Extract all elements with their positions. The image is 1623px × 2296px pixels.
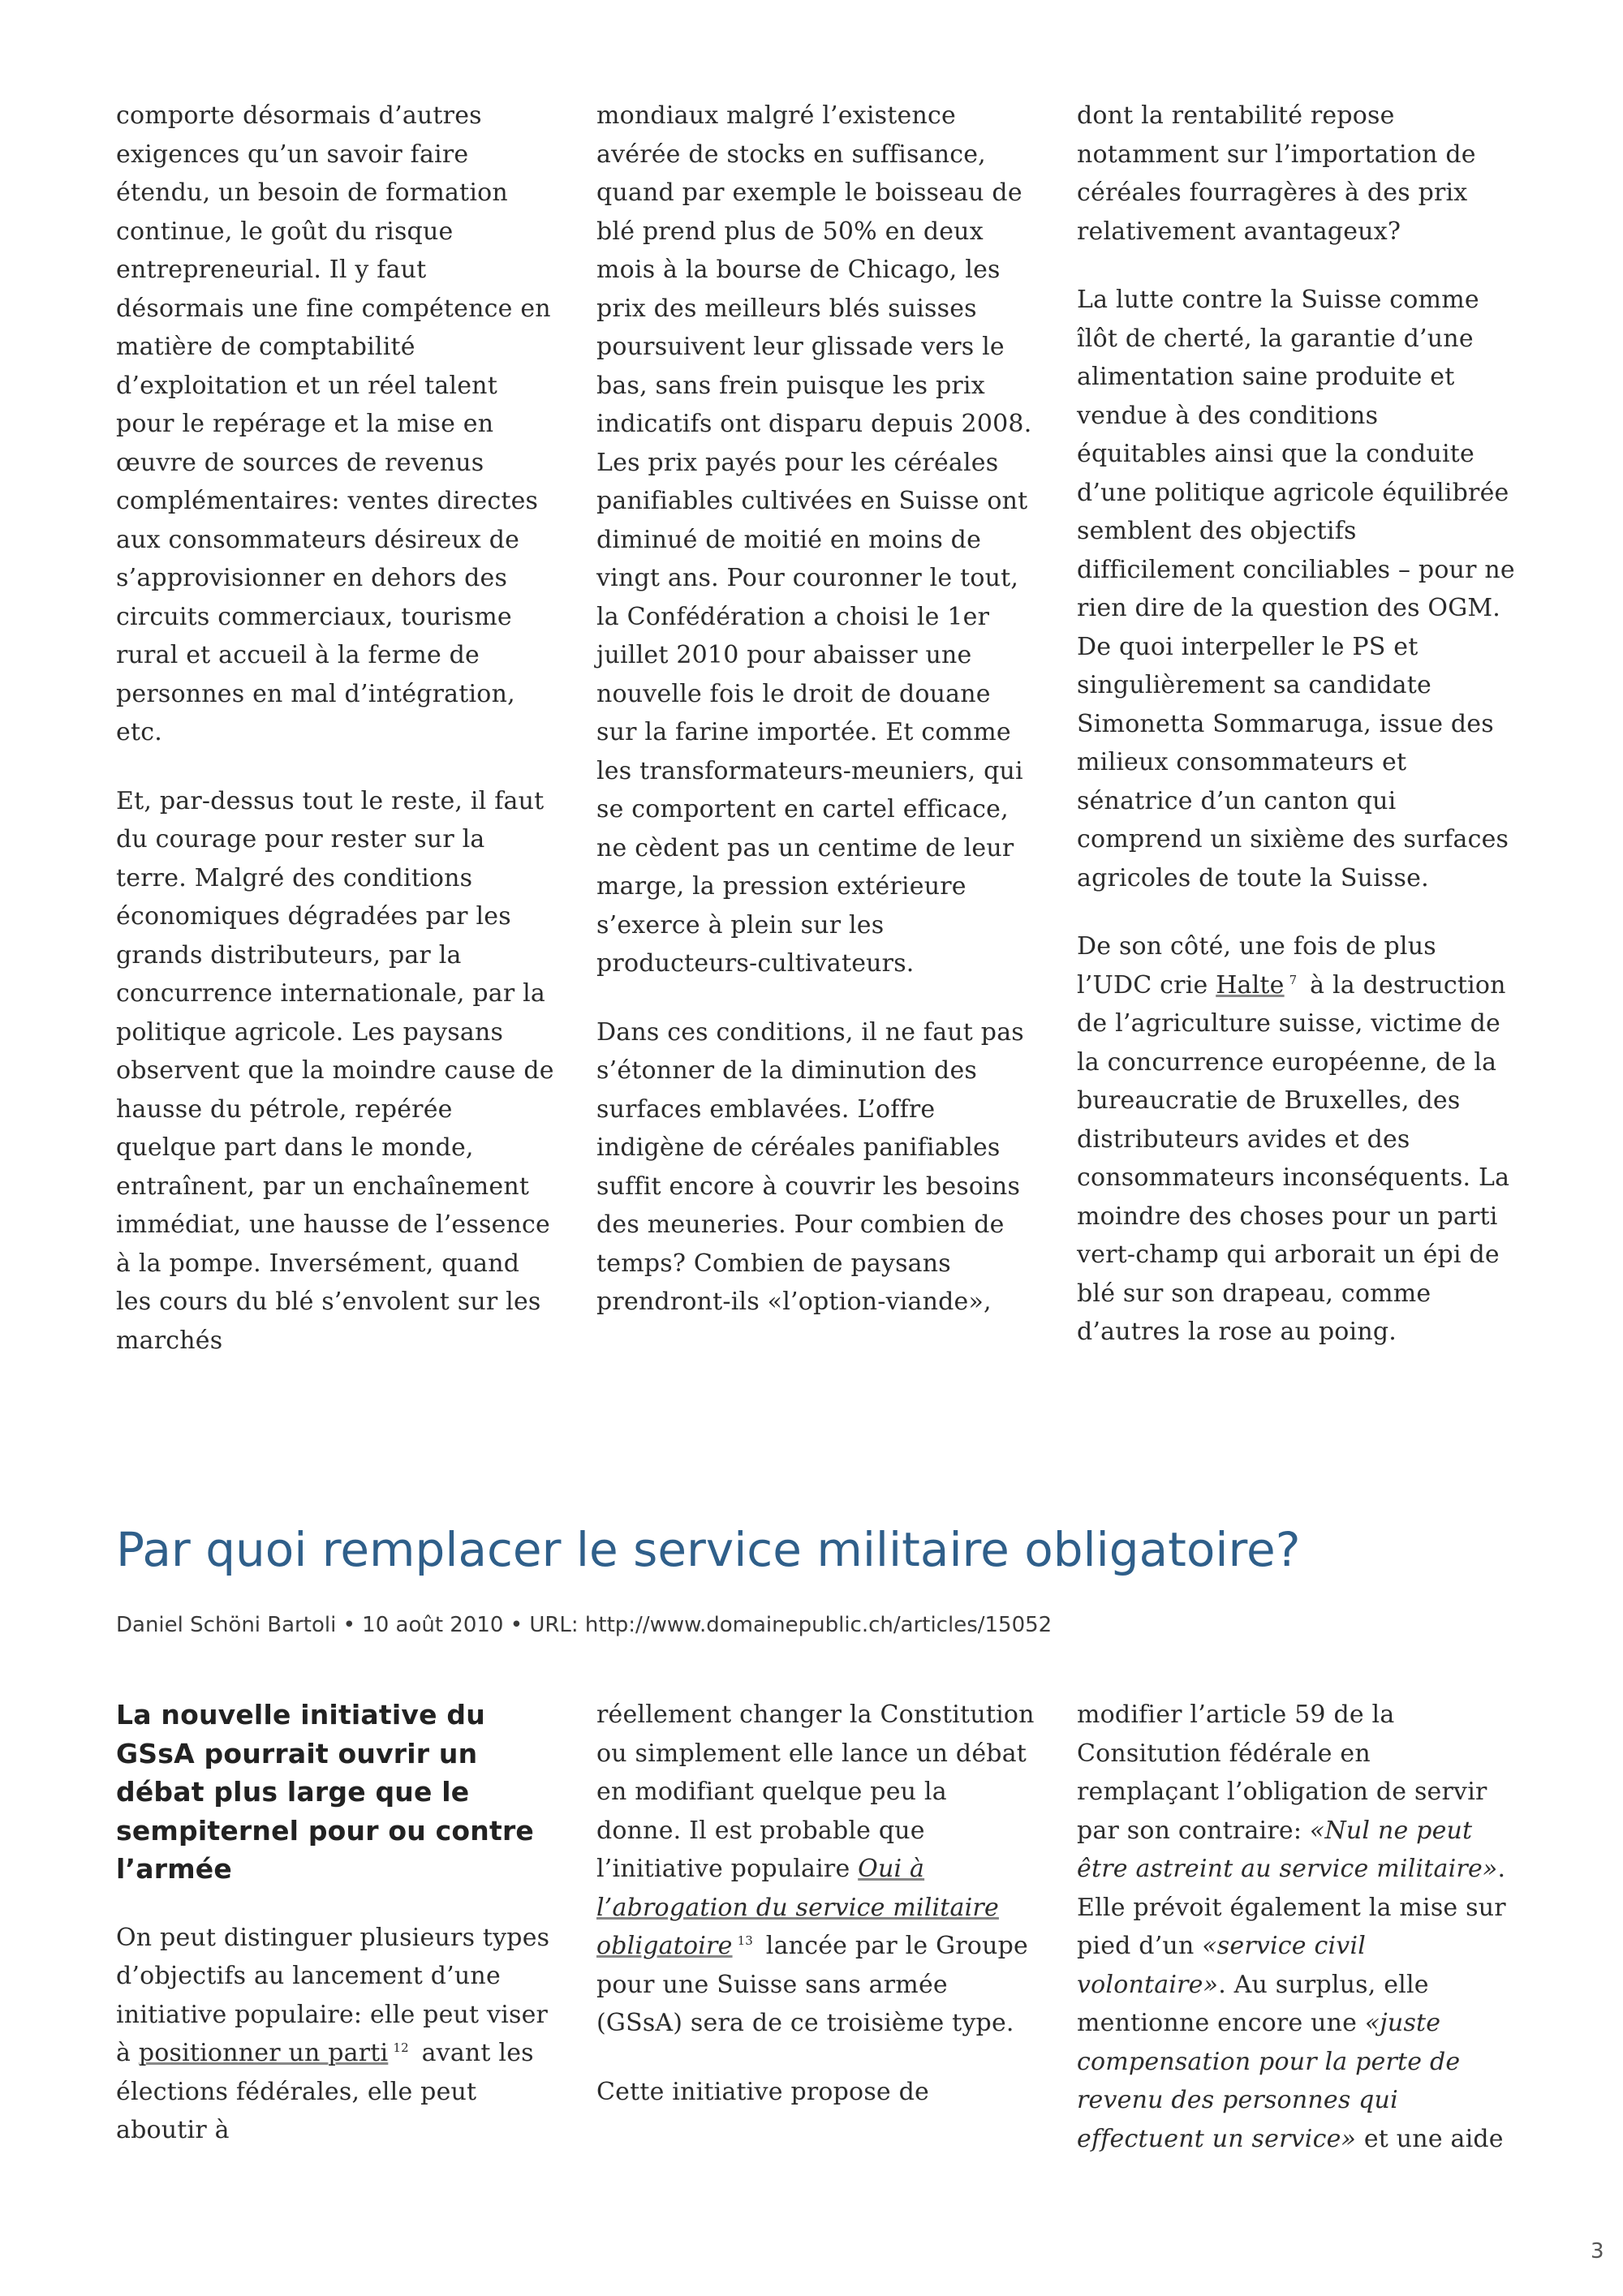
article-col1-paragraph-1 [116, 1919, 554, 2150]
top-col3-paragraph-2: La lutte contre la Suisse comme îlôt de cherté, la garantie d’une alimentation saine produite et vendue à des conditions équitables ainsi que la conduite d’une politique agricole équilibrée semblent des objectifs difficilement conciliables – pour ne rien dire de la question des OGM. De quoi interpeller le PS et singulièrement sa candidate Simonetta Sommaruga, issue des milieux consommateurs et sénatrice d’un canton qui comprend un sixième des surfaces agricoles de toute la Suisse. [1077, 286, 1515, 892]
article-column-1 [116, 1696, 554, 2180]
article-col2-text-a: réellement changer la Constitution ou simplement elle lance un débat en modifiant quelque peu la donne. Il est probable que l’initiative populaire [596, 1701, 1035, 1883]
halte-link[interactable]: Halte [1216, 970, 1285, 1000]
top-col1-paragraph-2: Et, par-dessus tout le reste, il faut du courage pour rester sur la terre. Malgré des conditions économiques dégradées par les grands distributeurs, par la concurrence internationale, par la politique agricole. Les paysans observent que la moindre cause de hausse du pétrole, repérée quelque part dans le monde, entraînent, par un enchaînement immédiat, une hausse de l’essence à la pompe. Inversément, quand les cours du blé s’envolent sur les marchés [116, 786, 554, 1355]
article-col3-text-a: modifier l’article 59 de la Consitution fédérale en remplaçant l’obligation de servir par son contraire: [1077, 1701, 1487, 1845]
article-col3-text-d: et une aide [1356, 2124, 1504, 2153]
top-col2-paragraph-2: Dans ces conditions, il ne faut pas s’étonner de la diminution des surfaces emblavées. L’offre indigène de céréales panifiables suffit encore à couvrir les besoins des meuneries. Pour combien de temps? Combien de paysans prendront-ils «l’option-viande», [596, 1017, 1024, 1316]
quote-juste-compensation: «juste compensation pour la perte de revenu des personnes qui effectuent un service» [1077, 2009, 1461, 2153]
article-byline: Daniel Schöni Bartoli • 10 août 2010 • URL: http://www.domainepublic.ch/articles/15052 [116, 1613, 1053, 1637]
top-col3-paragraph-3 [1077, 927, 1515, 1352]
top-col3-paragraph-1: dont la rentabilité repose notamment sur l’importation de céréales fourragères à des prix relativement avantageux? [1077, 101, 1476, 246]
positionner-un-parti-link[interactable]: positionner un parti [138, 2039, 389, 2067]
footnote-ref-12: 12 [393, 2040, 409, 2055]
top-col3-text-a: De son côté, une fois de plus l’UDC crie [1077, 932, 1436, 1000]
article-column-3 [1077, 1696, 1515, 2188]
article-column-2 [596, 1696, 1035, 2141]
footnote-ref-13: 13 [737, 1933, 754, 1948]
top-article-column-2 [596, 97, 1035, 1352]
article-title: Par quoi remplacer le service militaire obligatoire? [116, 1522, 1301, 1577]
top-col1-paragraph-1: comporte désormais d’autres exigences qu’un savoir faire étendu, un besoin de formation continue, le goût du risque entrepreneurial. Il y faut désormais une fine compétence en matière de comptabilité d’exploitation et un réel talent pour le repérage et la mise en œuvre de sources de revenus complémentaires: ventes directes aux consommateurs désireux de s’approvisionner en dehors des circuits commerciaux, tourisme rural et accueil à la ferme de personnes en mal d’intégration, etc. [116, 101, 551, 746]
article-col2-text-b: lancée par le Groupe pour une Suisse sans armée (GSsA) sera de ce troisième type. [596, 1932, 1028, 2037]
initiative-title-link[interactable]: Oui à l’abrogation du service militaire obligatoire [596, 1855, 999, 1960]
top-article-column-3 [1077, 97, 1515, 1382]
quote-nul-ne-peut: «Nul ne peut être astreint au service militaire» [1077, 1816, 1498, 1883]
article-col2-paragraph-1 [596, 1696, 1035, 2043]
article-col1-text-a: On peut distinguer plusieurs types d’objectifs au lancement d’une initiative populaire: elle peut viser à [116, 1923, 550, 2067]
top-col3-text-b: à la destruction de l’agriculture suisse, victime de la concurrence européenne, de la bureaucratie de Bruxelles, des distributeurs avides et des consommateurs inconséquents. La moindre des choses pour un parti vert-champ qui arborait un épi de blé sur son drapeau, comme d’autres la rose au poing. [1077, 970, 1510, 1346]
page-number: 3 [1591, 2239, 1604, 2264]
article-col3-paragraph-1 [1077, 1696, 1515, 2158]
quote-service-civil: «service civil volontaire» [1077, 1932, 1367, 1999]
top-col2-paragraph-1: mondiaux malgré l’existence avérée de stocks en suffisance, quand par exemple le boisseau de blé prend plus de 50% en deux mois à la bourse de Chicago, les prix des meilleurs blés suisses poursuivent leur glissade vers le bas, sans frein puisque les prix indicatifs ont disparu depuis 2008. Les prix payés pour les céréales panifiables cultivées en Suisse ont diminué de moitié en moins de vingt ans. Pour couronner le tout, la Confédération a choisi le 1er juillet 2010 pour abaisser une nouvelle fois le droit de douane sur la farine importée. Et comme les transformateurs-meuniers, qui se comportent en cartel efficace, ne cèdent pas un centime de leur marge, la pression extérieure s’exerce à plein sur les producteurs-cultivateurs. [596, 101, 1032, 978]
top-article-column-1 [116, 97, 554, 1390]
article-lead: La nouvelle initiative du GSsA pourrait ouvrir un débat plus large que le sempiternel pour ou contre l’armée [116, 1699, 535, 1885]
article-col3-text-b: . Elle prévoit également la mise sur pied d’un [1077, 1855, 1506, 1960]
article-col1-text-b: avant les élections fédérales, elle peut aboutir à [116, 2039, 534, 2144]
article-col3-text-c: . Au surplus, elle mentionne encore une [1077, 1970, 1429, 2037]
article-col2-paragraph-2: Cette initiative propose de [596, 2077, 929, 2106]
footnote-ref-7: 7 [1289, 972, 1298, 987]
